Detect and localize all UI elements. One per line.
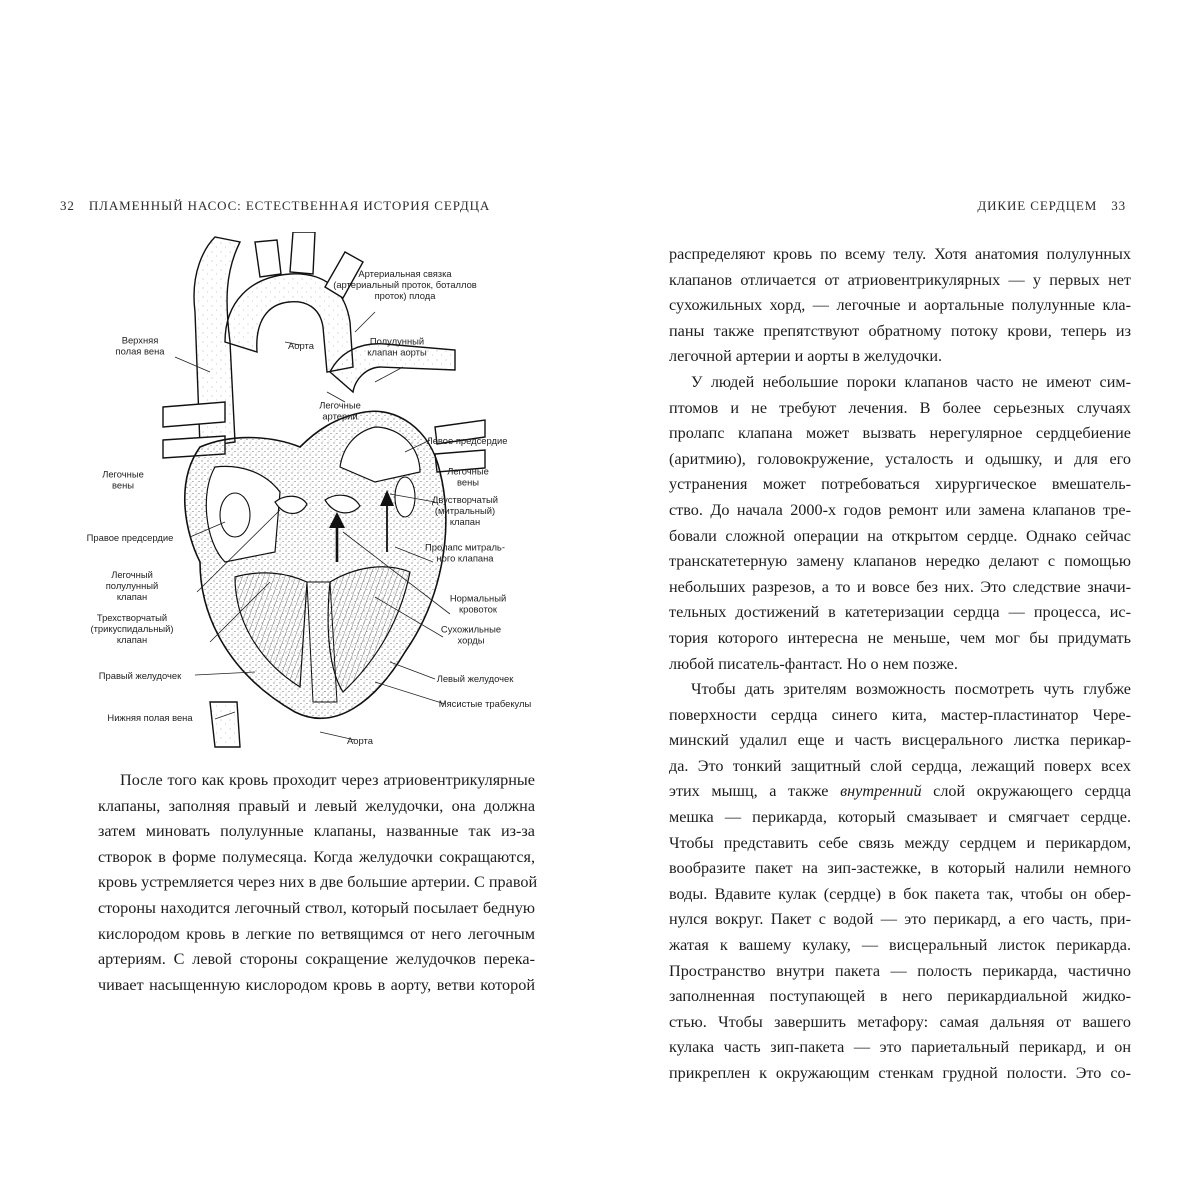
- figure-label-line: Нижняя полая вена: [107, 712, 193, 723]
- text-line: тория которого интересна не меньше, чем мог бы придумать: [669, 628, 1131, 647]
- right-running-title: ДИКИЕ СЕРДЦЕМ: [977, 198, 1098, 213]
- text-line: кровь устремляется через них в две большие артерии. С правой: [98, 873, 538, 892]
- label-superior-vena-cava: [116, 335, 166, 357]
- text-line: После того как кровь проходит через атриовентрикулярные: [120, 771, 535, 789]
- label-pulmonary-semilunar-valve: [106, 569, 159, 602]
- text-line: сухожильных хорд, — легочные и аортальные полулунные кла-: [669, 296, 1131, 315]
- text-line: небольших разрезов, а то и вовсе без них. Это следствие значи-: [669, 577, 1131, 596]
- right-page-number: 33: [1111, 198, 1126, 213]
- figure-label-line: Пролапс митраль-: [425, 541, 505, 553]
- figure-label-line: ного клапана: [436, 552, 494, 564]
- label-pulmonary-veins-left: [102, 469, 144, 491]
- label-left-atrium: [427, 435, 508, 446]
- text-line: любой писатель-фантаст. Но о нем позже.: [669, 654, 958, 673]
- label-pulmonary-arteries: [319, 400, 361, 422]
- right-paragraph: [669, 677, 1131, 1087]
- text-line: этих мышц, а также внутренний слой окружающего сердца: [669, 782, 1132, 801]
- label-trabeculae: [439, 698, 532, 709]
- left-running-title: ПЛАМЕННЫЙ НАСОС: ЕСТЕСТВЕННАЯ ИСТОРИЯ СЕРДЦА: [88, 198, 491, 213]
- figure-label-line: вены: [456, 476, 480, 488]
- heart-body: [185, 411, 446, 718]
- heart-illustration: [75, 232, 545, 752]
- label-normal-blood-flow: [450, 593, 506, 615]
- figure-label-line: клапан аорты: [367, 346, 427, 358]
- label-pulmonary-veins-right: [447, 466, 489, 488]
- text-line: тельных достижений в катетеризации сердца — процесса, ис-: [669, 603, 1131, 622]
- label-aorta-top: [288, 340, 315, 351]
- label-right-ventricle: [99, 670, 182, 681]
- figure-label-line: Аорта: [347, 735, 373, 746]
- figure-label-line: полая вена: [115, 345, 165, 357]
- figure-label-line: (трикуспидальный): [90, 623, 174, 634]
- text-line: пролапс клапана может вызвать нерегулярное сердцебиение: [669, 424, 1131, 443]
- figure-label-line: хорды: [457, 634, 485, 646]
- text-line: минский удалил еще и часть висцерального листка перикар-: [669, 731, 1131, 750]
- text-line: паны также препятствуют обратному потоку крови, теперь из: [669, 321, 1131, 340]
- figure-label-line: Мясистые трабекулы: [438, 698, 532, 709]
- figure-label-line: Трехстворчатый: [96, 612, 168, 623]
- figure-label-line: Легочные: [319, 399, 361, 411]
- left-page-text: [76, 768, 538, 998]
- figure-label-line: Аорта: [288, 340, 314, 351]
- text-line: нулся вокруг. Пакет с водой — это перикард, а его часть, при-: [669, 910, 1131, 929]
- text-line: птомов и не требуют лечения. В более серьезных случаях: [669, 398, 1131, 417]
- left-paragraph: [76, 768, 538, 998]
- label-mitral-prolapse: [425, 542, 505, 564]
- label-tricuspid-valve: [91, 612, 174, 645]
- figure-label-line: проток) плода: [374, 290, 436, 301]
- figure-label-line: артерии: [322, 410, 358, 422]
- right-paragraph: [669, 370, 1131, 677]
- text-line: Чтобы представить себе связь между сердцем и перикардом,: [669, 833, 1131, 852]
- text-line: Чтобы дать зрителям возможность посмотреть чуть глубже: [691, 680, 1131, 699]
- figure-label-line: вены: [111, 479, 135, 491]
- text-line: легочной артерии и аорты в желудочки.: [669, 347, 943, 366]
- figure-label-line: Артериальная связка: [358, 268, 452, 279]
- left-running-head: [60, 198, 490, 214]
- label-chordae-tendineae: [441, 624, 501, 646]
- text-line: артериям. С левой стороны сокращение желудочков перека-: [98, 950, 535, 969]
- label-right-atrium: [87, 532, 174, 543]
- label-inferior-vena-cava: [107, 712, 193, 723]
- figure-label-line: Верхняя: [121, 334, 159, 346]
- figure-label-line: Легочные: [102, 468, 144, 480]
- label-aorta-bottom: [347, 735, 374, 746]
- text-line: клапанов отличается от атриовентрикулярных — у первых нет: [669, 270, 1131, 289]
- text-line: ство. До начала 2000-х годов ремонт или замена клапанов тре-: [669, 500, 1131, 519]
- text-line: кулака часть зип-пакета — это париетальный перикард, и он: [669, 1038, 1131, 1057]
- figure-label-line: Правое предсердие: [86, 532, 174, 543]
- figure-label-line: Правый желудочек: [98, 670, 182, 681]
- heart-anatomy-figure: [75, 232, 545, 752]
- right-paragraph: [669, 242, 1131, 370]
- text-line: устранения может потребоваться хирургическое вмешатель-: [669, 475, 1131, 494]
- figure-label-line: клапан: [449, 516, 481, 527]
- left-page-number: 32: [60, 198, 75, 213]
- text-line: (аритмию), головокружение, усталость и одышку, и для его: [669, 449, 1131, 468]
- right-page-text: [669, 242, 1131, 1087]
- figure-label-line: Сухожильные: [440, 623, 502, 635]
- text-line: стью. Чтобы завершить метафору: самая дальняя от вашего: [669, 1012, 1131, 1031]
- figure-label-line: (митральный): [434, 505, 496, 516]
- text-line: У людей небольшие пороки клапанов часто не имеют сим-: [691, 372, 1131, 391]
- text-line: створок в форме полумесяца. Когда желудочки сокращаются,: [98, 847, 535, 866]
- text-line: жатая к вашему кулаку, — висцеральный листок перикарда.: [669, 936, 1131, 955]
- figure-label-line: Легочные: [447, 465, 489, 477]
- figure-label-line: Двустворчатый: [432, 494, 498, 505]
- text-line: транскатетерную замену клапанов нередко делают с помощью: [669, 552, 1131, 571]
- label-left-ventricle: [437, 673, 515, 684]
- label-aortic-semilunar-valve: [367, 336, 427, 358]
- text-line: стороны находится легочный ствол, который посылает бедную: [98, 898, 535, 917]
- figure-label-line: Легочный: [111, 569, 153, 580]
- figure-label-line: клапан: [116, 634, 148, 645]
- text-line: клапаны, заполняя правый и левый желудочки, она должна: [98, 796, 535, 815]
- text-line: поверхности сердца синего кита, мастер-пластинатор Чере-: [669, 705, 1131, 724]
- text-line: затем миновать полулунные клапаны, названные так из-за: [98, 822, 535, 841]
- figure-label-line: клапан: [116, 591, 148, 602]
- text-line: мешка — перикарда, который смазывает и смягчает сердце.: [669, 808, 1131, 827]
- figure-label-line: полулунный: [105, 580, 159, 591]
- text-line: бовали сложной операции на открытом сердце. Однако сейчас: [669, 526, 1131, 545]
- text-line: распределяют кровь по всему телу. Хотя анатомия полулунных: [669, 245, 1131, 263]
- right-running-head: [977, 198, 1126, 214]
- text-line: прикреплен к окружающим стенкам грудной полости. Это со-: [669, 1064, 1131, 1082]
- figure-label-line: Полулунный: [369, 335, 425, 347]
- text-line: кислородом кровь в легкие по ветвящимся от него легочным: [98, 924, 535, 943]
- figure-label-line: (артериальный проток, боталлов: [333, 279, 477, 290]
- figure-label-line: Левый желудочек: [436, 673, 514, 684]
- figure-label-line: Нормальный: [449, 592, 507, 604]
- figure-label-line: Левое предсердие: [426, 435, 508, 446]
- text-line: да. Это тонкий защитный слой сердца, лежащий поверх всех: [669, 756, 1131, 775]
- text-line: вообразите пакет на зип-застежке, в который налили немного: [669, 859, 1131, 878]
- figure-label-line: кровоток: [459, 603, 497, 615]
- text-line: воды. Вдавите кулак (сердце) в бок пакета так, чтобы он обер-: [669, 884, 1131, 903]
- text-line: Пространство внутри пакета — полость перикарда, частично: [669, 961, 1131, 980]
- text-line: чивает насыщенную кислородом кровь в аорту, ветви которой: [98, 975, 535, 994]
- text-line: заполненная поступающей в него перикардиальной жидко-: [669, 987, 1131, 1006]
